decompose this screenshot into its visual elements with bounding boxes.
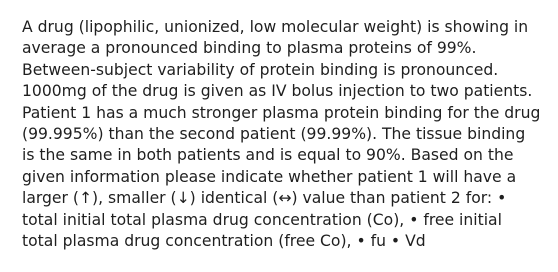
question-text: A drug (lipophilic, unionized, low molecular weight) is showing in average a pronounced binding to plasma proteins of 99%. Between-subject variability of protein binding is pronounced. 1000mg of the drug is given as IV bolus injection to two patients. Patient 1 has a much stronger plasma protein binding for the drug (99.995%) than the second patient (99.99%). The tissue binding is the same in both patients and is equal to 90%. Based on the given information please indicate whether patient 1 will have a larger (↑), smaller (↓) identical (↔) value than patient 2 for: • total initial total plasma drug concentration (Co), • free initial total plasma drug concentration (free Co), • fu • Vd bbox=[22, 18, 541, 251]
